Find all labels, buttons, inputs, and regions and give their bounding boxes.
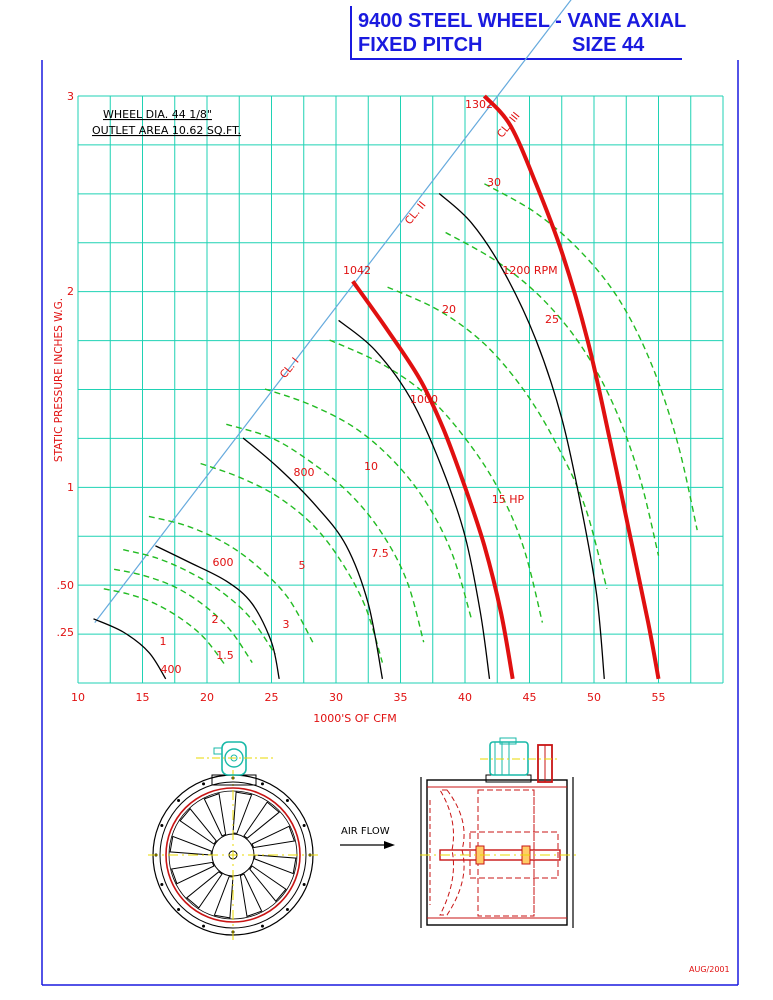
fan-blade	[170, 836, 211, 855]
title-line-1: 9400 STEEL WHEEL - VANE AXIAL	[358, 10, 687, 32]
y-axis-title: STATIC PRESSURE INCHES W.G.	[53, 297, 65, 463]
y-tick-label: .50	[56, 579, 74, 592]
side-motor-base	[486, 775, 531, 782]
rpm-curve-label: 800	[293, 466, 315, 479]
flange-bolt-hole	[160, 883, 163, 886]
rpm-curve-400	[94, 619, 166, 679]
y-tick-label: 3	[67, 90, 74, 103]
rpm-curve-label: 1000	[410, 393, 438, 406]
title-line-2-left: FIXED PITCH	[358, 34, 483, 56]
x-tick-label: 15	[135, 691, 150, 704]
rpm-curve-1000	[339, 320, 490, 679]
side-wheel-blade	[440, 790, 464, 915]
flange-bolt-hole	[177, 908, 180, 911]
chart-grid	[78, 96, 723, 683]
side-housing-outline	[427, 780, 567, 925]
class-limit-line	[95, 0, 572, 623]
outlet-area-note: OUTLET AREA 10.62 SQ.FT.	[92, 124, 242, 137]
x-axis-title: 1000'S OF CFM	[313, 712, 397, 725]
x-tick-label: 10	[71, 691, 85, 704]
x-tick-label: 20	[200, 691, 214, 704]
fan-side-view-drawing	[420, 738, 578, 928]
fan-blade	[244, 802, 279, 838]
rpm-curve-label: 400	[160, 663, 182, 676]
rpm-curve-label: 600	[212, 556, 234, 569]
x-tick-label: 35	[393, 691, 408, 704]
x-tick-label: 40	[458, 691, 472, 704]
airflow-arrowhead	[384, 841, 395, 849]
x-tick-label: 25	[264, 691, 279, 704]
fan-blade	[214, 877, 233, 918]
airflow-label: AIR FLOW	[341, 826, 390, 837]
hp-curve-label: 20	[442, 303, 456, 316]
class-max-rpm-curve-1302	[484, 96, 658, 679]
hp-curve-label: 2	[211, 613, 219, 626]
x-tick-label: 30	[329, 691, 343, 704]
flange-bolt-hole	[303, 824, 306, 827]
flange-bolt-hole	[261, 925, 264, 928]
y-tick-label: .25	[56, 626, 74, 639]
wheel-diameter-note: WHEEL DIA. 44 1/8"	[103, 108, 212, 121]
hp-curve-label: 5	[298, 559, 306, 572]
hp-curve-label: 10	[364, 460, 378, 473]
class-limit-label: CL. II	[402, 199, 429, 228]
x-tick-label: 50	[587, 691, 601, 704]
fan-blade	[187, 872, 222, 908]
class-limit-label: CL. III	[494, 110, 523, 141]
flange-bolt-hole	[261, 782, 264, 785]
y-tick-label: 1	[67, 481, 74, 494]
x-tick-label: 45	[522, 691, 537, 704]
flange-bolt-hole	[286, 799, 289, 802]
hp-curve-label: 15 HP	[491, 493, 525, 506]
front-motor-conduit-box	[214, 748, 222, 754]
hp-curve-label: 3	[282, 618, 290, 631]
flange-bolt-hole	[303, 883, 306, 886]
y-tick-label: 2	[67, 285, 74, 298]
flange-bolt-hole	[160, 824, 163, 827]
fan-blade	[255, 855, 296, 874]
title-line-2-right: SIZE 44	[572, 34, 645, 56]
class-curve-label: 1042	[343, 264, 371, 277]
hp-curve-label: 1.5	[216, 649, 234, 662]
hp-curve-1	[104, 589, 227, 667]
class-curve-label: 1302	[465, 98, 493, 111]
flange-bolt-hole	[202, 925, 205, 928]
fan-blade	[250, 866, 286, 901]
hp-curve-label: 1	[159, 635, 167, 648]
fan-blade	[180, 809, 216, 844]
flange-bolt-hole	[202, 782, 205, 785]
hp-curve-label: 25	[545, 313, 559, 326]
flange-bolt-hole	[177, 799, 180, 802]
chart-labels	[53, 90, 666, 725]
flange-bolt-hole	[286, 908, 289, 911]
chart-curves	[94, 0, 698, 679]
hp-curve-label: 7.5	[371, 547, 389, 560]
fan-blade	[233, 792, 252, 833]
airflow-indicator	[340, 826, 395, 849]
x-tick-label: 55	[651, 691, 666, 704]
hp-curve-label: 30	[487, 176, 501, 189]
class-limit-label: CL. I	[277, 355, 302, 381]
fan-front-view-drawing	[148, 742, 318, 940]
rpm-curve-label: 1200 RPM	[502, 264, 558, 277]
footer-date: AUG/2001	[689, 965, 730, 974]
